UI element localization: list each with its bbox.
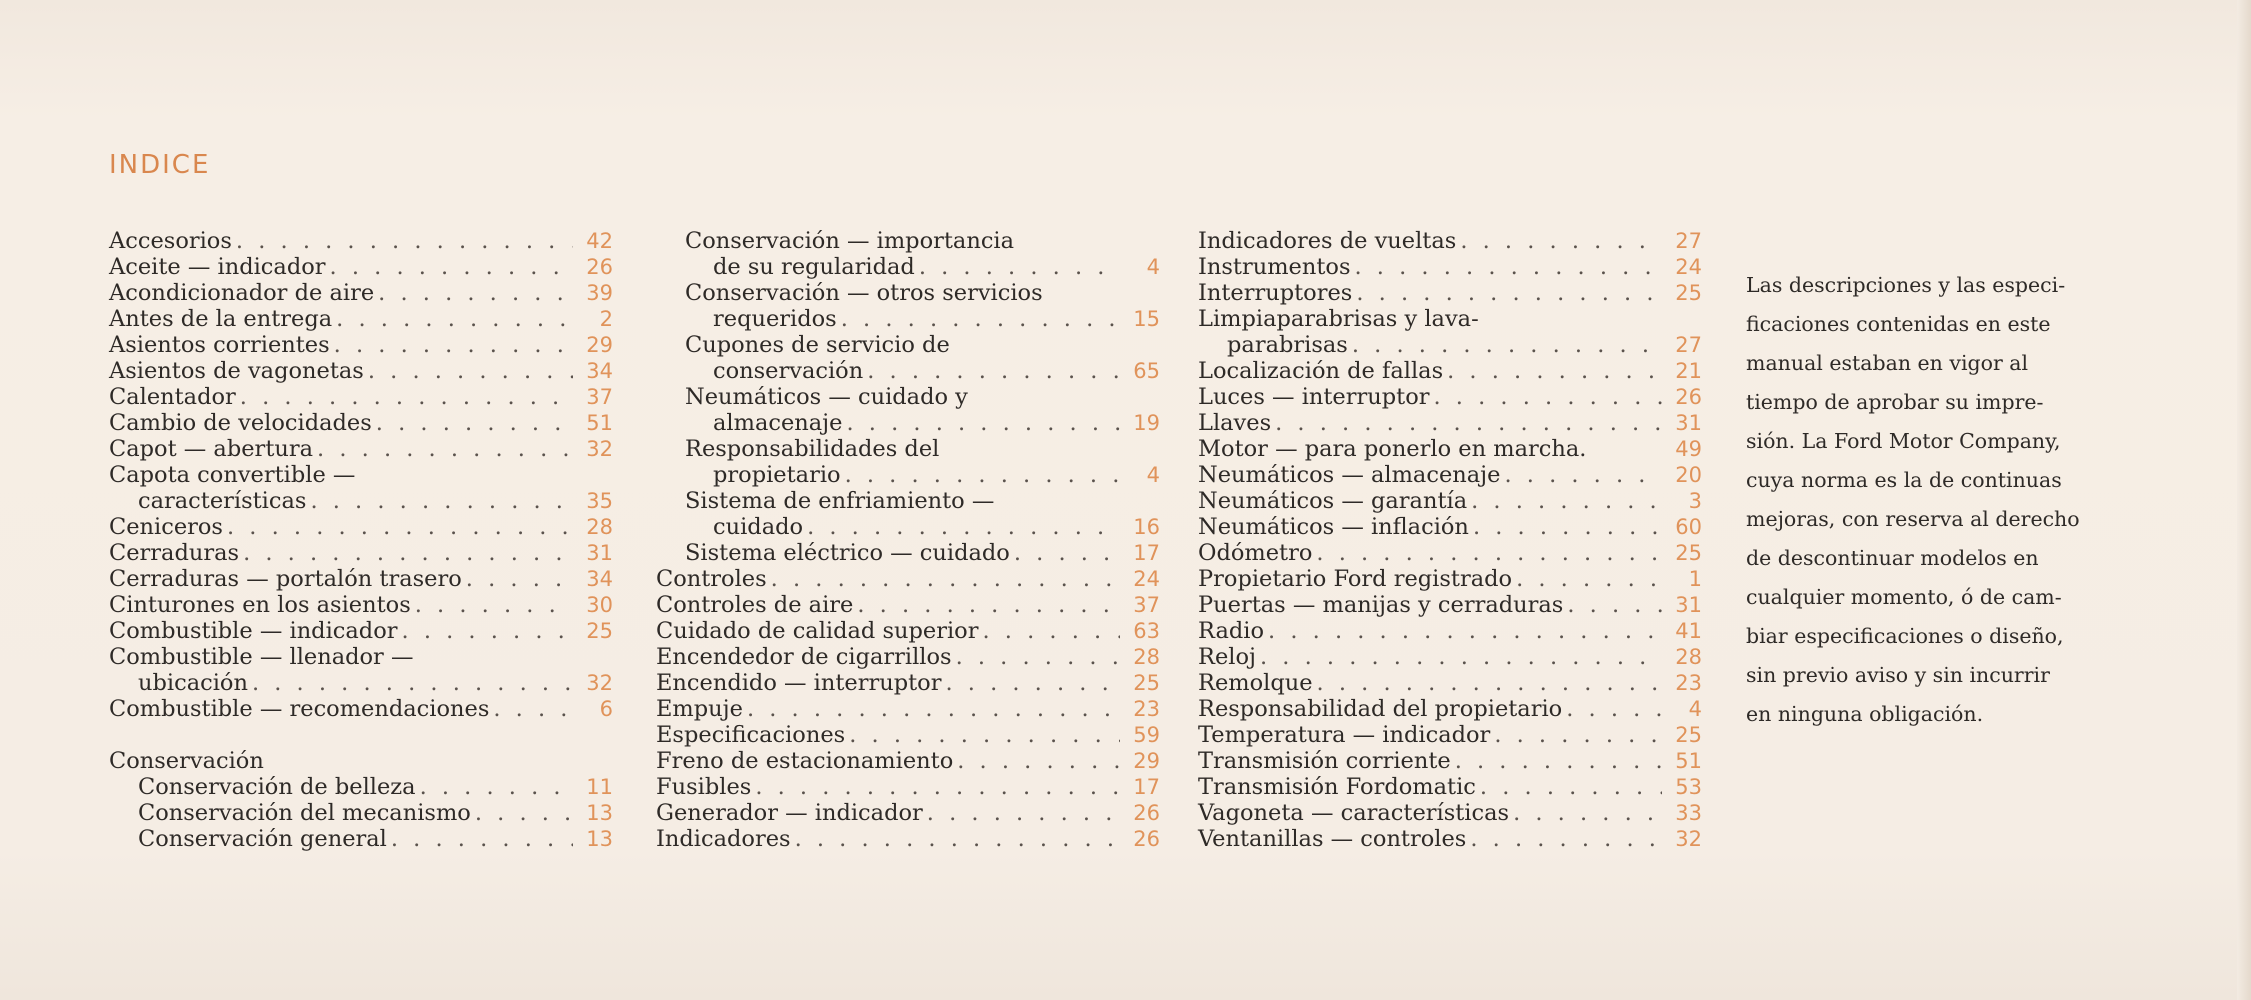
dot-leader: [842, 410, 1120, 436]
index-entry: [1198, 670, 1702, 696]
index-entry: [1198, 592, 1702, 618]
index-entry: [1198, 228, 1702, 254]
index-entry-page: 33: [1675, 801, 1702, 825]
dot-leader: [1563, 592, 1662, 618]
index-entry-label: Encendido — interruptor: [656, 670, 942, 696]
index-entry-page: 13: [586, 801, 613, 825]
index-entry-label: Propietario Ford registrado: [1198, 566, 1513, 592]
index-entry: [656, 696, 1160, 722]
index-entry-page: 17: [1133, 541, 1160, 565]
dot-leader: [1313, 670, 1662, 696]
index-entry: [656, 592, 1160, 618]
index-entry-label: parabrisas: [1227, 332, 1348, 358]
index-entry: [109, 722, 613, 748]
disclaimer-line: cuya norma es la de continuas: [1746, 468, 2062, 492]
index-entry-label: Temperatura — indicador: [1198, 722, 1491, 748]
index-entry-page: 20: [1675, 463, 1702, 487]
dot-leader: [374, 280, 573, 306]
index-entry-page: 13: [586, 827, 613, 851]
index-entry: [109, 514, 613, 540]
index-entry-label: Conservación — otros servicios: [685, 280, 1043, 306]
index-entry: [109, 462, 613, 488]
index-entry-page: 3: [1688, 489, 1702, 513]
index-entry-page: 42: [586, 229, 613, 253]
dot-leader: [1430, 384, 1663, 410]
dot-leader: [332, 306, 573, 332]
dot-leader: [845, 722, 1120, 748]
index-entry-label: Neumáticos — cuidado y: [685, 384, 968, 410]
dot-leader: [923, 800, 1120, 826]
index-entry: [109, 748, 613, 774]
dot-leader: [372, 410, 573, 436]
dot-leader: [462, 566, 573, 592]
index-entry-label: Conservación del mecanismo: [138, 800, 471, 826]
dot-leader: [1451, 748, 1662, 774]
index-entry: [656, 618, 1160, 644]
index-entry-page: 29: [586, 333, 613, 357]
dot-leader: [1512, 566, 1662, 592]
dot-leader: [1490, 722, 1662, 748]
index-entry-label: ubicación: [138, 670, 248, 696]
index-entry-label: Cuidado de calidad superior: [656, 618, 979, 644]
index-entry-label: Conservación: [109, 748, 264, 774]
dot-leader: [863, 358, 1120, 384]
index-entry-page: 25: [1675, 723, 1702, 747]
index-entry: [1198, 696, 1702, 722]
index-entry: [1198, 436, 1702, 462]
index-entry-label: Remolque: [1198, 670, 1313, 696]
index-entry-label: Controles: [656, 566, 767, 592]
index-entry-label: Responsabilidad del propietario: [1198, 696, 1563, 722]
dot-leader: [223, 514, 573, 540]
index-entry-page: 24: [1133, 567, 1160, 591]
index-entry: [109, 800, 613, 826]
index-entry-page: 32: [586, 437, 613, 461]
index-entry-label: Radio: [1198, 618, 1265, 644]
index-entry-label: Antes de la entrega: [109, 306, 333, 332]
index-entry: [109, 670, 613, 696]
index-entry-label: Responsabilidades del: [685, 436, 940, 462]
dot-leader: [837, 306, 1120, 332]
disclaimer-line: cualquier momento, ó de cam-: [1746, 585, 2062, 609]
index-entry-page: 21: [1675, 359, 1702, 383]
index-entry-page: 28: [1675, 645, 1702, 669]
index-entry-page: 17: [1133, 775, 1160, 799]
index-entry-label: Accesorios: [109, 228, 232, 254]
index-entry-label: Transmisión corriente: [1198, 748, 1451, 774]
index-entry-page: 19: [1133, 411, 1160, 435]
index-entry: [1198, 774, 1702, 800]
index-entry-label: Empuje: [656, 696, 743, 722]
index-entry: [656, 540, 1160, 566]
disclaimer-line: ficaciones contenidas en este: [1746, 312, 2051, 336]
index-entry-page: 34: [586, 567, 613, 591]
index-entry: [1198, 618, 1702, 644]
index-entry-label: Freno de estacionamiento: [656, 748, 954, 774]
index-entry-label: Encendedor de cigarrillos: [656, 644, 952, 670]
disclaimer-paragraph: [1746, 266, 2166, 734]
index-entry-label: propietario: [713, 462, 841, 488]
index-entry: [109, 280, 613, 306]
disclaimer-line: mejoras, con reserva al derecho: [1746, 507, 2080, 531]
index-entry-label: almacenaje: [713, 410, 843, 436]
index-entry-label: Controles de aire: [656, 592, 854, 618]
index-entry: [656, 748, 1160, 774]
index-entry-label: Acondicionador de aire: [109, 280, 375, 306]
index-entry-page: 4: [1146, 463, 1160, 487]
dot-leader: [330, 332, 573, 358]
index-entry-label: Neumáticos — inflación: [1198, 514, 1469, 540]
index-entry-page: 60: [1675, 515, 1702, 539]
index-entry-label: Sistema de enfriamiento —: [685, 488, 995, 514]
index-entry-page: 26: [586, 255, 613, 279]
index-entry-label: cuidado: [713, 514, 804, 540]
index-entry: [109, 436, 613, 462]
index-entry-page: 26: [1675, 385, 1702, 409]
index-entry: [656, 722, 1160, 748]
index-entry-page: 49: [1675, 437, 1702, 461]
dot-leader: [364, 358, 573, 384]
index-entry: [1198, 384, 1702, 410]
index-entry-label: Conservación general: [138, 826, 387, 852]
disclaimer-line: en ninguna obligación.: [1746, 702, 1984, 726]
dot-leader: [1467, 488, 1662, 514]
dot-leader: [853, 592, 1120, 618]
index-entry: [109, 410, 613, 436]
index-entry: [109, 358, 613, 384]
index-entry-page: 32: [1675, 827, 1702, 851]
index-entry: [1198, 462, 1702, 488]
index-entry-page: 27: [1675, 229, 1702, 253]
index-entry-label: características: [138, 488, 307, 514]
index-entry-label: Cerraduras — portalón trasero: [109, 566, 462, 592]
index-entry-label: Generador — indicador: [656, 800, 923, 826]
index-entry-label: Aceite — indicador: [109, 254, 326, 280]
index-entry-page: 6: [599, 697, 613, 721]
index-entry: [1198, 722, 1702, 748]
dot-leader: [791, 826, 1120, 852]
index-entry-page: 15: [1133, 307, 1160, 331]
index-entry-label: Asientos de vagonetas: [109, 358, 364, 384]
index-entry-label: Conservación — importancia: [685, 228, 1015, 254]
dot-leader: [1562, 696, 1662, 722]
index-entry-page: 25: [1675, 281, 1702, 305]
index-entry-label: Instrumentos: [1198, 254, 1351, 280]
index-entry: [1198, 410, 1702, 436]
index-column-3: [1198, 228, 1702, 852]
dot-leader: [1256, 644, 1662, 670]
index-entry-label: Combustible — indicador: [109, 618, 398, 644]
index-entry-label: Odómetro: [1198, 540, 1313, 566]
index-entry: [656, 488, 1160, 514]
index-entry-page: 65: [1133, 359, 1160, 383]
index-entry: [109, 540, 613, 566]
index-entry-label: Fusibles: [656, 774, 752, 800]
index-entry: [1198, 332, 1702, 358]
dot-leader: [1500, 462, 1662, 488]
index-entry: [109, 644, 613, 670]
dot-leader: [1271, 410, 1662, 436]
index-entry-label: Luces — interruptor: [1198, 384, 1430, 410]
index-entry: [656, 566, 1160, 592]
index-entry-label: de su regularidad: [713, 254, 915, 280]
index-title: INDICE: [109, 150, 211, 180]
index-entry-label: Asientos corrientes: [109, 332, 330, 358]
index-entry-page: 23: [1133, 697, 1160, 721]
index-entry: [109, 618, 613, 644]
index-entry: [109, 774, 613, 800]
index-entry: [109, 488, 613, 514]
dot-leader: [416, 774, 573, 800]
dot-leader: [1348, 332, 1662, 358]
index-entry-label: Capota convertible —: [109, 462, 356, 488]
index-entry-page: 16: [1133, 515, 1160, 539]
disclaimer-line: de descontinuar modelos en: [1746, 546, 2039, 570]
index-entry: [1198, 540, 1702, 566]
dot-leader: [248, 670, 573, 696]
index-entry: [1198, 566, 1702, 592]
index-entry: [656, 228, 1160, 254]
index-entry-page: 31: [1675, 593, 1702, 617]
dot-leader: [306, 488, 573, 514]
index-entry-label: Conservación de belleza: [138, 774, 416, 800]
index-entry-label: Combustible — llenador —: [109, 644, 414, 670]
index-entry-label: Ventanillas — controles: [1198, 826, 1467, 852]
index-entry: [1198, 800, 1702, 826]
index-entry-label: Neumáticos — almacenaje: [1198, 462, 1501, 488]
disclaimer-line: Las descripciones y las especi-: [1746, 273, 2066, 297]
index-entry-page: 34: [586, 359, 613, 383]
disclaimer-line: tiempo de aprobar su impre-: [1746, 390, 2044, 414]
index-entry-page: 59: [1133, 723, 1160, 747]
index-entry: [656, 410, 1160, 436]
index-entry-label: requeridos: [713, 306, 837, 332]
index-entry-page: 25: [1133, 671, 1160, 695]
index-entry-page: 39: [586, 281, 613, 305]
index-entry: [656, 514, 1160, 540]
index-entry: [109, 696, 613, 722]
dot-leader: [1264, 618, 1662, 644]
dot-leader: [803, 514, 1120, 540]
index-entry-page: 35: [586, 489, 613, 513]
index-entry-label: Cerraduras: [109, 540, 240, 566]
dot-leader: [326, 254, 573, 280]
dot-leader: [1476, 774, 1662, 800]
index-entry: [656, 306, 1160, 332]
index-entry: [109, 332, 613, 358]
index-entry: [1198, 306, 1702, 332]
dot-leader: [411, 592, 573, 618]
index-entry: [656, 332, 1160, 358]
dot-leader: [489, 696, 573, 722]
index-entry-page: 26: [1133, 827, 1160, 851]
index-entry: [656, 436, 1160, 462]
index-entry-page: 29: [1133, 749, 1160, 773]
index-entry-label: Reloj: [1198, 644, 1256, 670]
index-entry-label: Combustible — recomendaciones: [109, 696, 490, 722]
index-entry-label: Localización de fallas: [1198, 358, 1444, 384]
index-entry: [656, 384, 1160, 410]
index-entry: [1198, 488, 1702, 514]
dot-leader: [1443, 358, 1662, 384]
index-entry-page: 24: [1675, 255, 1702, 279]
index-entry: [656, 800, 1160, 826]
index-entry-label: Cupones de servicio de: [685, 332, 950, 358]
dot-leader: [941, 670, 1120, 696]
index-entry-label: Cambio de velocidades: [109, 410, 372, 436]
dot-leader: [915, 254, 1120, 280]
index-entry: [656, 670, 1160, 696]
index-entry: [1198, 358, 1702, 384]
index-entry: [109, 384, 613, 410]
dot-leader: [1352, 280, 1662, 306]
index-entry-label: Sistema eléctrico — cuidado: [685, 540, 1010, 566]
index-entry: [109, 592, 613, 618]
dot-leader: [952, 644, 1120, 670]
index-entry-page: 25: [1675, 541, 1702, 565]
index-entry: [656, 826, 1160, 852]
dot-leader: [1466, 826, 1662, 852]
index-entry-page: 1: [1688, 567, 1702, 591]
index-column-2: [656, 228, 1160, 852]
index-entry: [109, 306, 613, 332]
index-entry-page: 37: [1133, 593, 1160, 617]
disclaimer-line: sin previo aviso y sin incurrir: [1746, 663, 2050, 687]
dot-leader: [232, 228, 573, 254]
index-entry: [1198, 280, 1702, 306]
index-entry: [656, 774, 1160, 800]
index-entry-label: Indicadores: [656, 826, 791, 852]
index-entry-page: 4: [1146, 255, 1160, 279]
index-entry-page: 41: [1675, 619, 1702, 643]
dot-leader: [387, 826, 573, 852]
dot-leader: [471, 800, 573, 826]
index-entry: [656, 462, 1160, 488]
index-entry-page: 11: [586, 775, 613, 799]
dot-leader: [313, 436, 573, 462]
disclaimer-line: manual estaban en vigor al: [1746, 351, 2029, 375]
index-entry: [1198, 826, 1702, 852]
disclaimer-line: biar especificaciones o diseño,: [1746, 624, 2064, 648]
index-entry-page: 51: [1675, 749, 1702, 773]
index-entry: [109, 228, 613, 254]
index-entry-page: 31: [1675, 411, 1702, 435]
dot-leader: [1351, 254, 1663, 280]
index-entry-page: 4: [1688, 697, 1702, 721]
dot-leader: [841, 462, 1120, 488]
dot-leader: [1456, 228, 1662, 254]
index-entry-label: Llaves: [1198, 410, 1272, 436]
index-entry-page: 28: [586, 515, 613, 539]
index-entry-label: Cinturones en los asientos: [109, 592, 411, 618]
index-entry: [656, 254, 1160, 280]
index-entry-label: Vagoneta — características: [1198, 800, 1510, 826]
index-entry: [109, 566, 613, 592]
index-entry-label: Transmisión Fordomatic: [1198, 774, 1476, 800]
dot-leader: [239, 540, 573, 566]
dot-leader: [953, 748, 1120, 774]
dot-leader: [1312, 540, 1662, 566]
index-entry-page: 63: [1133, 619, 1160, 643]
dot-leader: [978, 618, 1120, 644]
dot-leader: [767, 566, 1120, 592]
index-entry-page: 37: [586, 385, 613, 409]
index-entry-label: Especificaciones: [656, 722, 846, 748]
index-entry-page: 30: [586, 593, 613, 617]
index-entry: [1198, 644, 1702, 670]
index-entry-label: Ceniceros: [109, 514, 223, 540]
dot-leader: [1469, 514, 1662, 540]
dot-leader: [751, 774, 1120, 800]
index-entry-page: 27: [1675, 333, 1702, 357]
index-entry-page: 28: [1133, 645, 1160, 669]
index-entry: [1198, 254, 1702, 280]
index-entry-page: 2: [599, 307, 613, 331]
disclaimer-line: sión. La Ford Motor Company,: [1746, 429, 2061, 453]
index-entry-label: Indicadores de vueltas: [1198, 228, 1457, 254]
dot-leader: [1509, 800, 1662, 826]
dot-leader: [743, 696, 1120, 722]
page-edge: [2237, 0, 2251, 1000]
index-entry-label: Neumáticos — garantía: [1198, 488, 1468, 514]
index-entry: [109, 826, 613, 852]
index-entry: [1198, 514, 1702, 540]
index-column-1: [109, 228, 613, 852]
index-entry-page: 53: [1675, 775, 1702, 799]
index-entry-page: 31: [586, 541, 613, 565]
index-entry-page: 26: [1133, 801, 1160, 825]
index-entry-page: 23: [1675, 671, 1702, 695]
index-entry-page: 32: [586, 671, 613, 695]
index-entry: [109, 254, 613, 280]
index-entry-page: 51: [586, 411, 613, 435]
index-entry-label: conservación: [713, 358, 864, 384]
index-entry-label: Limpiaparabrisas y lava-: [1198, 306, 1479, 332]
index-entry: [1198, 748, 1702, 774]
dot-leader: [236, 384, 573, 410]
index-entry-label: Interruptores: [1198, 280, 1353, 306]
dot-leader: [1010, 540, 1120, 566]
index-entry: [656, 280, 1160, 306]
index-entry-label: Motor — para ponerlo en marcha.: [1198, 436, 1587, 462]
index-entry-page: 25: [586, 619, 613, 643]
index-entry: [656, 644, 1160, 670]
index-entry-label: Capot — abertura: [109, 436, 314, 462]
index-entry: [656, 358, 1160, 384]
dot-leader: [398, 618, 573, 644]
index-entry-label: Calentador: [109, 384, 236, 410]
index-entry-label: Puertas — manijas y cerraduras: [1198, 592, 1564, 618]
